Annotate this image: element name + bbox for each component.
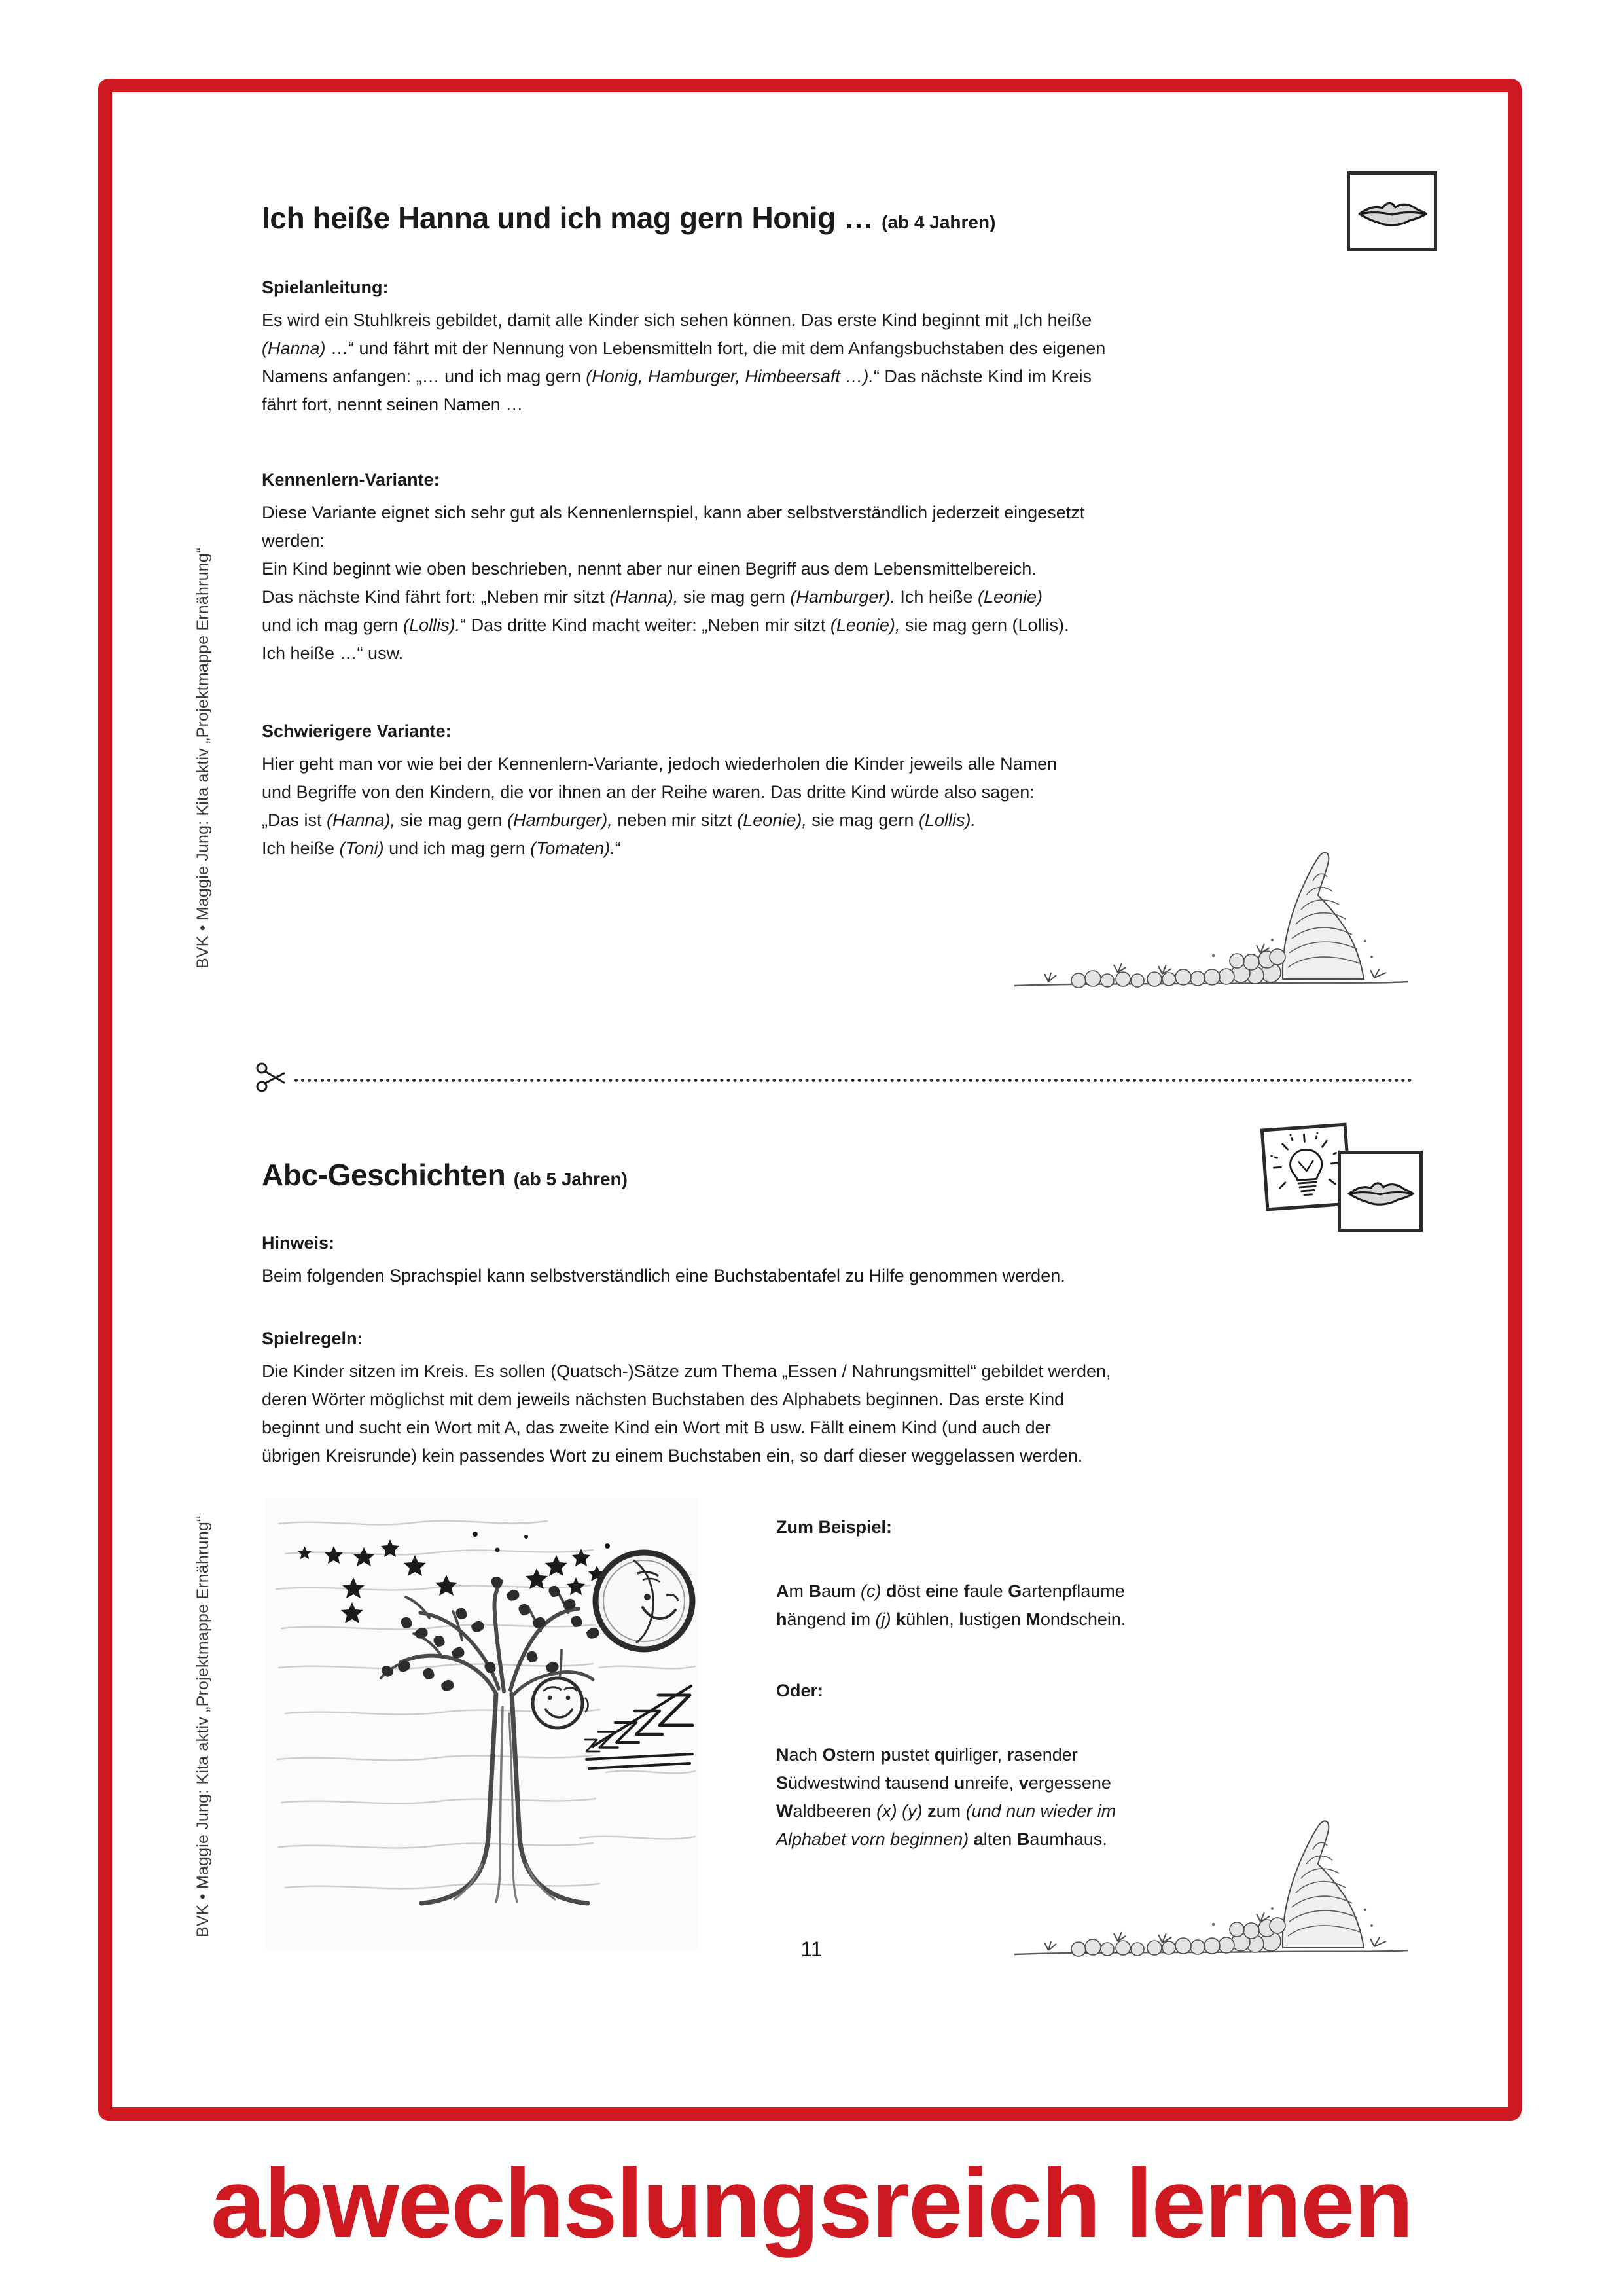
section-two-title-text: Abc-Geschichten	[262, 1158, 506, 1192]
line: übrigen Kreisrunde) kein passendes Wort zu einem Buchstaben ein, so darf dieser weggelassen werden.	[262, 1446, 1083, 1465]
line: Das nächste Kind fährt fort: „Neben mir sitzt (Hanna), sie mag gern (Hamburger). Ich heiße (Leonie)	[262, 587, 1043, 607]
fruit-pile-sketch	[1008, 1813, 1414, 1964]
margin-credit-bottom: BVK • Maggie Jung: Kita aktiv „Projektmappe Ernährung“	[194, 1516, 212, 1937]
mouth-icon-box-2	[1338, 1151, 1423, 1232]
body-hinweis	[262, 1262, 1361, 1290]
bottom-banner-text: abwechslungsreich lernen	[211, 2148, 1412, 2258]
cut-dotted-line	[294, 1079, 1412, 1082]
heading-hinweis: Hinweis:	[262, 1233, 335, 1253]
line: Nach Ostern pustet quirliger, rasender	[776, 1745, 1078, 1765]
section-two-age: (ab 5 Jahren)	[513, 1169, 628, 1189]
heading-spielanleitung: Spielanleitung:	[262, 278, 389, 297]
night-tree-moon-sketch	[266, 1498, 698, 1949]
line: „Das ist (Hanna), sie mag gern (Hamburger), neben mir sitzt (Leonie), sie mag gern (Lollis).	[262, 810, 976, 830]
line: Diese Variante eignet sich sehr gut als Kennenlernspiel, kann aber selbstverständlich jederzeit eingesetzt	[262, 503, 1085, 522]
scissors-icon	[254, 1060, 288, 1094]
cut-line	[254, 1059, 1412, 1098]
mouth-icon	[1350, 175, 1434, 248]
line: Südwestwind tausend unreife, vergessene	[776, 1773, 1111, 1793]
margin-credit-top: BVK • Maggie Jung: Kita aktiv „Projektmappe Ernährung“	[194, 547, 212, 969]
line: Alphabet vorn beginnen) alten Baumhaus.	[776, 1829, 1107, 1849]
mouth-icon	[1341, 1154, 1419, 1229]
fruit-vegetable-pile-illustration-top	[1008, 844, 1414, 995]
heading-oder: Oder:	[776, 1681, 824, 1700]
page-number: 11	[800, 1937, 823, 1961]
line: Es wird ein Stuhlkreis gebildet, damit alle Kinder sich sehen können. Das erste Kind beginnt mit „Ich heiße	[262, 310, 1092, 330]
line: werden:	[262, 531, 325, 550]
line: (Hanna) …“ und fährt mit der Nennung von Lebensmitteln fort, die mit dem Anfangsbuchstaben des eigenen	[262, 338, 1106, 358]
line: Hier geht man vor wie bei der Kennenlern-Variante, jedoch wiederholen die Kinder jeweils alle Namen	[262, 754, 1058, 774]
line: Ein Kind beginnt wie oben beschrieben, nennt aber nur einen Begriff aus dem Lebensmittelbereich.	[262, 559, 1037, 579]
section-one-title	[262, 200, 995, 236]
line: Waldbeeren (x) (y) zum (und nun wieder im	[776, 1801, 1116, 1821]
body-zum-beispiel	[776, 1577, 1274, 1634]
section-one-age: (ab 4 Jahren)	[882, 212, 996, 232]
line: Beim folgenden Sprachspiel kann selbstverständlich eine Buchstabentafel zu Hilfe genommen werden.	[262, 1266, 1065, 1285]
body-kennenlern-variante	[262, 499, 1361, 668]
line: Die Kinder sitzen im Kreis. Es sollen (Quatsch-)Sätze zum Thema „Essen / Nahrungsmittel“ gebildet werden,	[262, 1361, 1111, 1381]
line: deren Wörter möglichst mit dem jeweils nächsten Buchstaben des Alphabets beginnen. Das erste Kind	[262, 1390, 1065, 1409]
body-spielregeln	[262, 1357, 1361, 1470]
line: Namens anfangen: „… und ich mag gern (Honig, Hamburger, Himbeersaft …).“ Das nächste Kind im Kreis	[262, 367, 1092, 386]
lightbulb-icon	[1264, 1126, 1349, 1208]
line: Am Baum (c) döst eine faule Gartenpflaume	[776, 1581, 1125, 1601]
fruit-pile-sketch	[1008, 844, 1414, 995]
section-two-title	[262, 1157, 628, 1193]
line: und ich mag gern (Lollis).“ Das dritte Kind macht weiter: „Neben mir sitzt (Leonie), sie mag gern (Lollis).	[262, 615, 1069, 635]
mouth-icon-box	[1347, 171, 1437, 251]
heading-kennenlern-variante: Kennenlern-Variante:	[262, 470, 440, 490]
line: Ich heiße …“ usw.	[262, 643, 404, 663]
section-one-title-text: Ich heiße Hanna und ich mag gern Honig …	[262, 201, 874, 235]
line: hängend im (j) kühlen, lustigen Mondschein.	[776, 1609, 1126, 1629]
line: Ich heiße (Toni) und ich mag gern (Tomaten).“	[262, 838, 621, 858]
heading-spielregeln: Spielregeln:	[262, 1329, 363, 1348]
line: fährt fort, nennt seinen Namen …	[262, 395, 524, 414]
line: und Begriffe von den Kindern, die vor ihnen an der Reihe waren. Das dritte Kind würde also sagen:	[262, 782, 1035, 802]
body-spielanleitung	[262, 306, 1361, 419]
fruit-vegetable-pile-illustration-bottom	[1008, 1813, 1414, 1964]
line: beginnt und sucht ein Wort mit A, das zweite Kind ein Wort mit B usw. Fällt einem Kind (und auch der	[262, 1418, 1051, 1437]
night-tree-illustration	[266, 1498, 698, 1949]
heading-schwierigere-variante: Schwierigere Variante:	[262, 721, 452, 741]
heading-zum-beispiel: Zum Beispiel:	[776, 1517, 893, 1537]
